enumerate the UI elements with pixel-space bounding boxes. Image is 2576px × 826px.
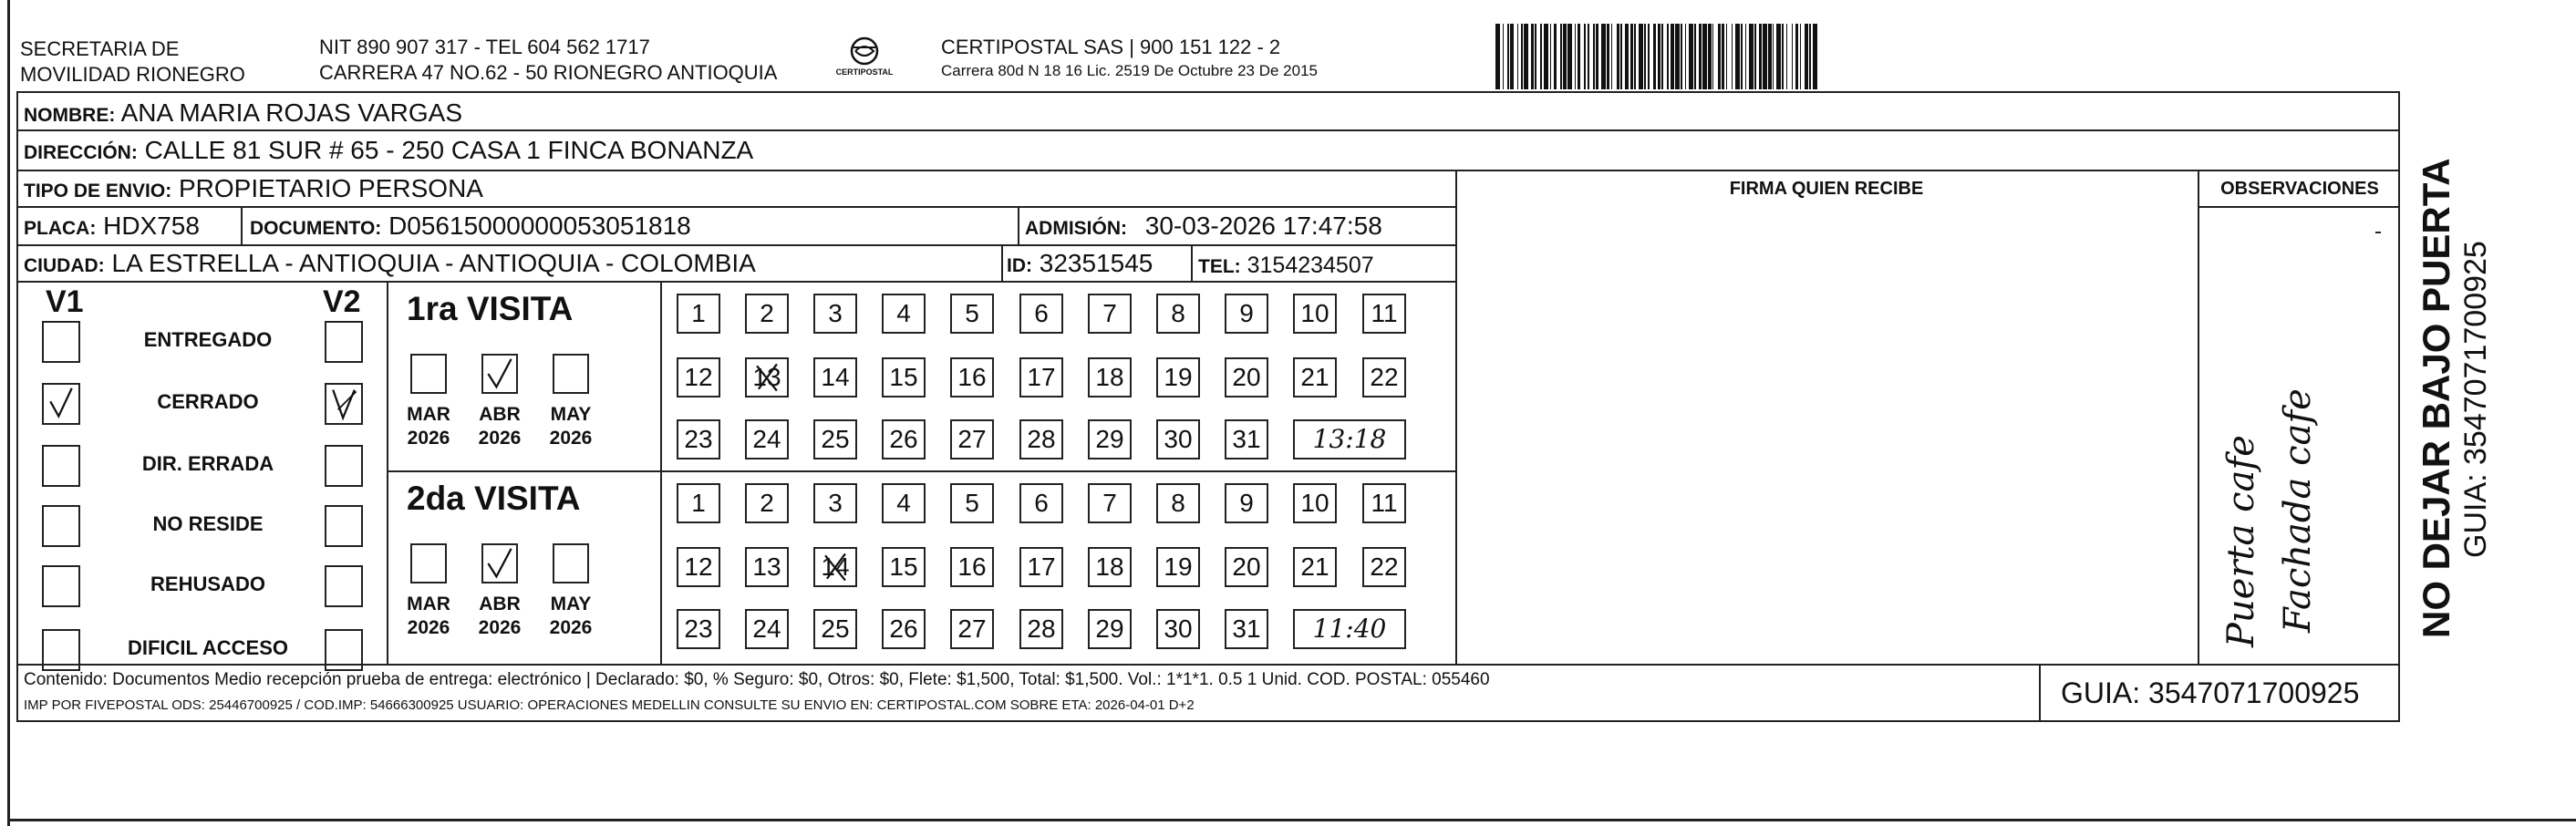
- nombre-value: ANA MARIA ROJAS VARGAS: [120, 98, 463, 127]
- side-guia: GUIA: 3547071700925: [2458, 241, 2493, 558]
- placa-value: HDX758: [103, 212, 200, 240]
- day-cell[interactable]: 17: [1019, 357, 1063, 398]
- month-year: 2026: [478, 617, 522, 638]
- day-cell[interactable]: 25: [813, 609, 857, 649]
- nit-block: [319, 35, 777, 86]
- v1-checkbox[interactable]: [42, 445, 80, 487]
- day-cell[interactable]: 15: [882, 547, 926, 587]
- direccion-field: [24, 135, 753, 169]
- v1-label: V1: [46, 284, 84, 319]
- footer-line1: Contenido: Documentos Medio recepción prueba de entrega: electrónico | Declarado: $0, % Seguro: $0, Otros: $0, Flete: $1,500, Total: $1,500. Vol.: 1*1*1. 0.5 1 Unid. COD. POSTAL: 055460: [24, 670, 1490, 689]
- month-year: 2026: [407, 617, 450, 638]
- day-cell[interactable]: 3: [813, 294, 857, 334]
- carrier-block: [941, 35, 1318, 82]
- admision-sep: [1018, 206, 1019, 244]
- observaciones-title: OBSERVACIONES: [2220, 179, 2379, 199]
- agency-line1: SECRETARIA DE: [20, 37, 180, 60]
- footer-guia: GUIA: 3547071700925: [2061, 676, 2360, 709]
- v2-checkbox[interactable]: [325, 383, 363, 425]
- side-warning: NO DEJAR BAJO PUERTA: [2415, 158, 2457, 638]
- v1-checkbox[interactable]: [42, 565, 80, 607]
- day-cell[interactable]: 30: [1156, 419, 1200, 459]
- month-label: MAR: [407, 594, 450, 614]
- month-year: 2026: [407, 428, 450, 449]
- day-cell[interactable]: 31: [1225, 609, 1268, 649]
- row-line-2: [16, 170, 2400, 171]
- obs-note-2: Fachada cafe: [2277, 388, 2319, 633]
- day-cell[interactable]: 1: [677, 483, 720, 523]
- day-cell[interactable]: 22: [1362, 547, 1406, 587]
- id-sep: [1001, 244, 1003, 281]
- left-scan-edge: [7, 0, 10, 826]
- direccion-value: CALLE 81 SUR # 65 - 250 CASA 1 FINCA BONANZA: [144, 136, 754, 164]
- day-cell[interactable]: 8: [1156, 294, 1200, 334]
- direccion-label: DIRECCIÓN:: [24, 142, 138, 163]
- obs-col-sep: [2198, 170, 2199, 664]
- v1-checkbox[interactable]: [42, 505, 80, 547]
- visit-title: 2da VISITA: [407, 480, 581, 517]
- day-cell[interactable]: 9: [1225, 294, 1268, 334]
- day-cell[interactable]: 24: [745, 609, 789, 649]
- v1-checkbox[interactable]: [42, 383, 80, 425]
- agency-line2: MOVILIDAD RIONEGRO: [20, 63, 245, 86]
- certipostal-logo: [828, 35, 901, 84]
- day-cell[interactable]: 19: [1156, 357, 1200, 398]
- tipo-value: PROPIETARIO PERSONA: [178, 174, 483, 202]
- day-cell[interactable]: 15: [882, 357, 926, 398]
- agency-name: [20, 36, 245, 88]
- day-cell[interactable]: 18: [1088, 547, 1132, 587]
- day-cell[interactable]: 27: [950, 419, 994, 459]
- tel-field: [1198, 250, 1374, 283]
- day-cell[interactable]: 21: [1293, 357, 1337, 398]
- footer-line2: IMP POR FIVEPOSTAL ODS: 25446700925 / COD.IMP: 54666300925 USUARIO: OPERACIONES MEDELLIN CONSULTE SU ENVIO EN: CERTIPOSTAL.COM SOBRE ETA: 2026-04-01 D+2: [24, 697, 1195, 713]
- admision-label: ADMISIÓN:: [1025, 218, 1127, 239]
- tel-label: TEL:: [1198, 256, 1241, 277]
- footer-line: [16, 664, 2400, 666]
- day-cell[interactable]: 12: [677, 547, 720, 587]
- day-cell[interactable]: 4: [882, 483, 926, 523]
- documento-field: [250, 211, 691, 244]
- day-cell[interactable]: 22: [1362, 357, 1406, 398]
- admision-value: 30-03-2026 17:47:58: [1144, 212, 1382, 240]
- day-cell[interactable]: 6: [1019, 294, 1063, 334]
- month-checkbox[interactable]: [481, 543, 518, 583]
- visit-time: 13:18: [1293, 419, 1406, 459]
- day-cell[interactable]: 16: [950, 547, 994, 587]
- month-checkbox[interactable]: [481, 354, 518, 394]
- day-cell[interactable]: 10: [1293, 294, 1337, 334]
- footer-guia-sep: [2039, 664, 2041, 722]
- day-cell[interactable]: 20: [1225, 547, 1268, 587]
- day-cell[interactable]: 7: [1088, 483, 1132, 523]
- visit-title: 1ra VISITA: [407, 290, 574, 327]
- v2-label: V2: [323, 284, 361, 319]
- month-checkbox[interactable]: [553, 354, 589, 394]
- day-cell[interactable]: 14: [813, 357, 857, 398]
- tel-value: 3154234507: [1247, 253, 1374, 278]
- day-cell[interactable]: 30: [1156, 609, 1200, 649]
- firma-col-sep: [1455, 170, 1457, 664]
- day-cell[interactable]: 16: [950, 357, 994, 398]
- month-label: ABR: [479, 594, 521, 614]
- obs-note-1: Puerta cafe: [2220, 435, 2262, 647]
- tipo-label: TIPO DE ENVIO:: [24, 181, 172, 201]
- day-cell[interactable]: 24: [745, 419, 789, 459]
- month-label: MAY: [550, 594, 592, 614]
- day-cell[interactable]: 28: [1019, 609, 1063, 649]
- day-cell[interactable]: 18: [1088, 357, 1132, 398]
- day-cell[interactable]: 26: [882, 609, 926, 649]
- v1-checkbox[interactable]: [42, 629, 80, 671]
- month-label: MAR: [407, 404, 450, 425]
- day-cell[interactable]: 5: [950, 294, 994, 334]
- day-cell[interactable]: 29: [1088, 609, 1132, 649]
- admision-field: [1025, 211, 1382, 244]
- v2-checkbox[interactable]: [325, 629, 363, 671]
- day-cell[interactable]: 1: [677, 294, 720, 334]
- day-cell[interactable]: 14: [813, 547, 857, 587]
- month-year: 2026: [549, 428, 593, 449]
- nombre-label: NOMBRE:: [24, 105, 116, 126]
- bottom-scan-edge: [7, 819, 2576, 821]
- row-line-4: [16, 244, 1455, 246]
- month-year: 2026: [478, 428, 522, 449]
- day-cell[interactable]: 20: [1225, 357, 1268, 398]
- obs-dash: [2375, 232, 2381, 233]
- visit-divider: [387, 470, 1455, 472]
- day-cell[interactable]: 31: [1225, 419, 1268, 459]
- visit-sep-mid: [660, 281, 662, 664]
- documento-value: D05615000000053051818: [388, 212, 691, 240]
- v2-checkbox[interactable]: [325, 445, 363, 487]
- firma-title: FIRMA QUIEN RECIBE: [1729, 179, 1924, 199]
- day-cell[interactable]: 10: [1293, 483, 1337, 523]
- status-label: NO RESIDE: [152, 512, 264, 535]
- day-cell[interactable]: 17: [1019, 547, 1063, 587]
- day-cell[interactable]: 23: [677, 609, 720, 649]
- day-cell[interactable]: 11: [1362, 483, 1406, 523]
- placa-label: PLACA:: [24, 218, 97, 239]
- day-cell[interactable]: 21: [1293, 547, 1337, 587]
- v2-checkbox[interactable]: [325, 565, 363, 607]
- day-cell[interactable]: 6: [1019, 483, 1063, 523]
- nit-line1: NIT 890 907 317 - TEL 604 562 1717: [319, 36, 650, 58]
- v2-checkbox[interactable]: [325, 321, 363, 363]
- month-year: 2026: [549, 617, 593, 638]
- id-label: ID:: [1007, 255, 1032, 276]
- row-line-obs: [2198, 206, 2400, 208]
- month-label: MAY: [550, 404, 592, 425]
- day-cell[interactable]: 29: [1088, 419, 1132, 459]
- placa-sep: [241, 206, 243, 244]
- day-cell[interactable]: 11: [1362, 294, 1406, 334]
- barcode-bar: [1817, 24, 1818, 89]
- nombre-field: [24, 98, 462, 131]
- status-label: DIR. ERRADA: [141, 452, 274, 475]
- day-cell[interactable]: 25: [813, 419, 857, 459]
- day-cell[interactable]: 13: [745, 357, 789, 398]
- month-checkbox[interactable]: [410, 354, 447, 394]
- nit-line2: CARRERA 47 NO.62 - 50 RIONEGRO ANTIOQUIA: [319, 61, 778, 84]
- carrier-line1: CERTIPOSTAL SAS | 900 151 122 - 2: [941, 36, 1281, 58]
- status-label: CERRADO: [157, 390, 259, 413]
- id-value: 32351545: [1039, 249, 1154, 277]
- visit-time: 11:40: [1293, 609, 1406, 649]
- day-cell[interactable]: 4: [882, 294, 926, 334]
- logo-text: CERTIPOSTAL: [835, 67, 894, 77]
- placa-field: [24, 211, 200, 244]
- barcode: [1495, 24, 2225, 89]
- day-cell[interactable]: 28: [1019, 419, 1063, 459]
- day-cell[interactable]: 26: [882, 419, 926, 459]
- day-cell[interactable]: 19: [1156, 547, 1200, 587]
- day-cell[interactable]: 9: [1225, 483, 1268, 523]
- day-cell[interactable]: 27: [950, 609, 994, 649]
- ciudad-label: CIUDAD:: [24, 255, 105, 276]
- month-checkbox[interactable]: [553, 543, 589, 583]
- day-cell[interactable]: 12: [677, 357, 720, 398]
- day-cell[interactable]: 5: [950, 483, 994, 523]
- day-cell[interactable]: 3: [813, 483, 857, 523]
- tipo-field: [24, 173, 483, 207]
- status-label: REHUSADO: [150, 573, 265, 595]
- id-field: [1007, 248, 1153, 282]
- v2-checkbox[interactable]: [325, 505, 363, 547]
- day-cell[interactable]: 7: [1088, 294, 1132, 334]
- status-label: ENTREGADO: [143, 328, 273, 351]
- day-cell[interactable]: 2: [745, 294, 789, 334]
- ciudad-value: LA ESTRELLA - ANTIOQUIA - ANTIOQUIA - COLOMBIA: [111, 249, 756, 277]
- v1-checkbox[interactable]: [42, 321, 80, 363]
- documento-label: DOCUMENTO:: [250, 218, 382, 239]
- day-cell[interactable]: 23: [677, 419, 720, 459]
- ciudad-field: [24, 248, 756, 282]
- status-label: DIFICIL ACCESO: [127, 636, 288, 659]
- day-cell[interactable]: 2: [745, 483, 789, 523]
- tel-sep: [1191, 244, 1193, 281]
- day-cell[interactable]: 13: [745, 547, 789, 587]
- day-cell[interactable]: 8: [1156, 483, 1200, 523]
- carrier-line2: Carrera 80d N 18 16 Lic. 2519 De Octubre 23 De 2015: [941, 62, 1318, 79]
- visit-sep-left: [387, 281, 388, 664]
- month-label: ABR: [479, 404, 521, 425]
- month-checkbox[interactable]: [410, 543, 447, 583]
